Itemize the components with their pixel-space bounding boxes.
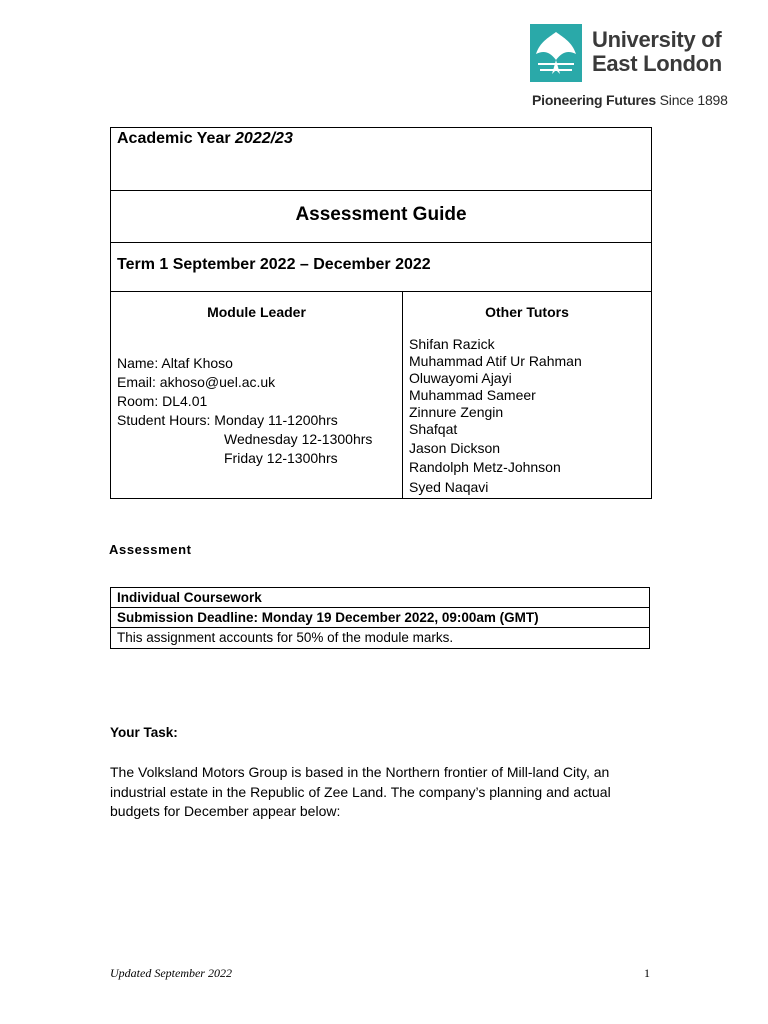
leader-hours-wednesday: Wednesday 12-1300hrs bbox=[224, 431, 373, 447]
tutor-name: Oluwayomi Ajayi bbox=[409, 370, 512, 386]
academic-year-row bbox=[111, 128, 651, 191]
footer-updated: Updated September 2022 bbox=[110, 966, 232, 980]
other-tutors-heading: Other Tutors bbox=[485, 304, 569, 320]
task-description: The Volksland Motors Group is based in the Northern frontier of Mill-land City, an industrial estate in the Republic of Zee Land. The company’s planning and actual budgets for December appear below: bbox=[110, 764, 611, 819]
tutor-name: Muhammad Atif Ur Rahman bbox=[409, 353, 582, 369]
tutor-name: Shafqat bbox=[409, 421, 458, 437]
staff-row bbox=[111, 292, 651, 498]
module-leader-cell bbox=[111, 292, 403, 498]
leader-name: Name: Altaf Khoso bbox=[117, 355, 233, 371]
submission-deadline: Submission Deadline: Monday 19 December 2022, 09:00am (GMT) bbox=[111, 608, 649, 628]
assessment-header-table bbox=[110, 127, 652, 499]
leader-room: Room: DL4.01 bbox=[117, 393, 208, 409]
assessment-heading: Assessment bbox=[109, 542, 192, 557]
university-tagline: Pioneering Futures Since 1898 bbox=[532, 92, 728, 108]
tutor-name: Syed Naqavi bbox=[409, 479, 489, 495]
assignment-weight: This assignment accounts for 50% of the module marks. bbox=[117, 630, 454, 645]
leader-email: Email: akhoso@uel.ac.uk bbox=[117, 374, 276, 390]
university-logo bbox=[530, 24, 740, 114]
tutor-list bbox=[409, 336, 582, 496]
leader-hours-monday: Student Hours: Monday 11-1200hrs bbox=[117, 412, 338, 428]
term-text: Term 1 September 2022 – December 2022 bbox=[117, 256, 431, 273]
task-heading: Your Task: bbox=[110, 725, 178, 740]
tutor-name: Jason Dickson bbox=[409, 440, 501, 456]
university-crest-icon bbox=[530, 24, 582, 82]
leader-hours-friday: Friday 12-1300hrs bbox=[224, 450, 338, 466]
tutor-name: Zinnure Zengin bbox=[409, 404, 504, 420]
other-tutors-cell bbox=[403, 292, 651, 498]
module-leader-details bbox=[117, 354, 372, 468]
title-row bbox=[111, 191, 651, 243]
term-row bbox=[111, 243, 651, 292]
coursework-type: Individual Coursework bbox=[111, 588, 649, 608]
module-leader-heading: Module Leader bbox=[207, 304, 306, 320]
tutor-name: Randolph Metz-Johnson bbox=[409, 459, 561, 475]
tutor-name: Muhammad Sameer bbox=[409, 387, 536, 403]
page-number: 1 bbox=[644, 966, 650, 980]
coursework-table bbox=[110, 587, 650, 649]
university-name: University of East London bbox=[592, 27, 722, 76]
academic-year: Academic Year 2022/23 bbox=[117, 130, 293, 147]
tutor-name: Shifan Razick bbox=[409, 336, 495, 352]
page-title: Assessment Guide bbox=[295, 204, 467, 225]
